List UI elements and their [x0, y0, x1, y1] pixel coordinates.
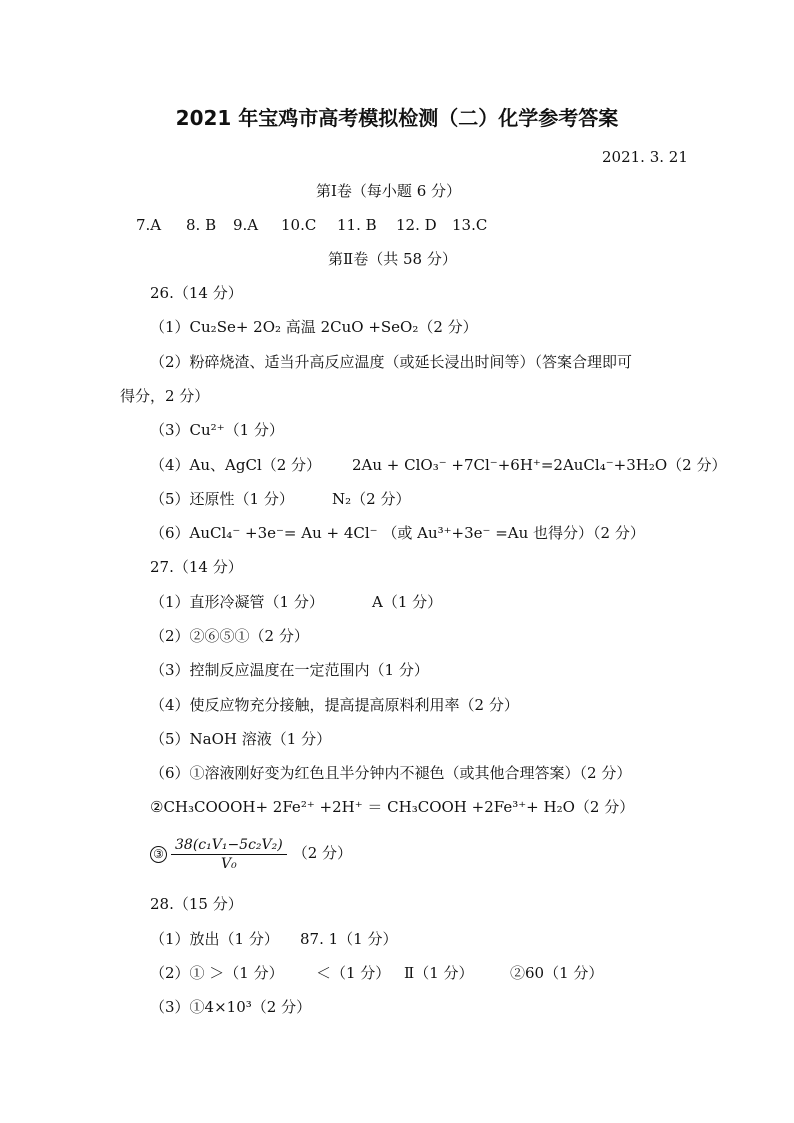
- q26-answer-5-right: N₂（2 分）: [332, 490, 411, 508]
- page-title: 2021 年宝鸡市高考模拟检测（二）化学参考答案: [175, 106, 619, 130]
- q28-answer-2-part2: ＜（1 分）: [316, 964, 391, 982]
- answer-12: 12. D: [396, 216, 437, 234]
- q27-answer-6-part3: [150, 834, 352, 873]
- q28-answer-1-right: 87. 1（1 分）: [300, 930, 398, 948]
- q28-answer-2-part3: Ⅱ（1 分）: [404, 964, 474, 982]
- q26-label: 26.（14 分）: [150, 284, 243, 302]
- q26-answer-1: （1）Cu₂Se+ 2O₂ 高温 2CuO +SeO₂（2 分）: [150, 318, 478, 336]
- q27-answer-4: （4）使反应物充分接触，提高提高原料利用率（2 分）: [150, 696, 519, 714]
- q28-label: 28.（15 分）: [150, 895, 243, 913]
- answer-8: 8. B: [186, 216, 217, 234]
- q26-answer-2a: （2）粉碎烧渣、适当升高反应温度（或延长浸出时间等）（答案合理即可: [150, 353, 633, 371]
- answer-11: 11. B: [337, 216, 377, 234]
- q27-answer-1-right: A（1 分）: [372, 593, 443, 611]
- q27-label: 27.（14 分）: [150, 558, 243, 576]
- q28-answer-1-left: （1）放出（1 分）: [150, 930, 279, 948]
- q27-answer-6: （6）①溶液刚好变为红色且半分钟内不褪色（或其他合理答案）（2 分）: [150, 764, 632, 782]
- q26-answer-5-left: （5）还原性（1 分）: [150, 490, 294, 508]
- q27-answer-5: （5）NaOH 溶液（1 分）: [150, 730, 332, 748]
- part1-heading: 第Ⅰ卷（每小题 6 分）: [316, 182, 462, 200]
- q27-answer-3: （3）控制反应温度在一定范围内（1 分）: [150, 661, 429, 679]
- doc-date: 2021. 3. 21: [602, 148, 688, 166]
- formula-numerator: 38(c₁V₁−5c₂V₂): [171, 836, 287, 855]
- q28-answer-2-part4: ②60（1 分）: [510, 964, 604, 982]
- q27-answer-6-part2: ②CH₃COOOH+ 2Fe²⁺ +2H⁺ ＝ CH₃COOH +2Fe³⁺+ H₂O（2 分）: [150, 798, 635, 816]
- formula-denominator: V₀: [221, 855, 237, 872]
- circled-number-3: ③: [150, 846, 167, 863]
- q26-answer-4-right: 2Au + ClO₃⁻ +7Cl⁻+6H⁺=2AuCl₄⁻+3H₂O（2 分）: [352, 456, 727, 474]
- answer-10: 10.C: [281, 216, 317, 234]
- q27-answer-2: （2）②⑥⑤①（2 分）: [150, 627, 309, 645]
- answer-13: 13.C: [452, 216, 488, 234]
- q26-answer-4-left: （4）Au、AgCl（2 分）: [150, 456, 322, 474]
- q26-answer-6: （6）AuCl₄⁻ +3e⁻= Au + 4Cl⁻ （或 Au³⁺+3e⁻ =Au 也得分）（2 分）: [150, 524, 645, 542]
- answer-7: 7.A: [136, 216, 162, 234]
- answer-9: 9.A: [233, 216, 259, 234]
- q27-answer-1-left: （1）直形冷凝管（1 分）: [150, 593, 324, 611]
- q26-answer-3: （3）Cu²⁺（1 分）: [150, 421, 284, 439]
- q26-answer-2b: 得分，2 分）: [120, 387, 210, 405]
- part2-heading: 第Ⅱ卷（共 58 分）: [328, 250, 457, 268]
- q28-answer-2-part1: （2）① ＞（1 分）: [150, 964, 284, 982]
- q28-answer-3: （3）①4×10³（2 分）: [150, 998, 312, 1016]
- formula-score: （2 分）: [292, 844, 353, 862]
- formula-fraction: [171, 836, 287, 873]
